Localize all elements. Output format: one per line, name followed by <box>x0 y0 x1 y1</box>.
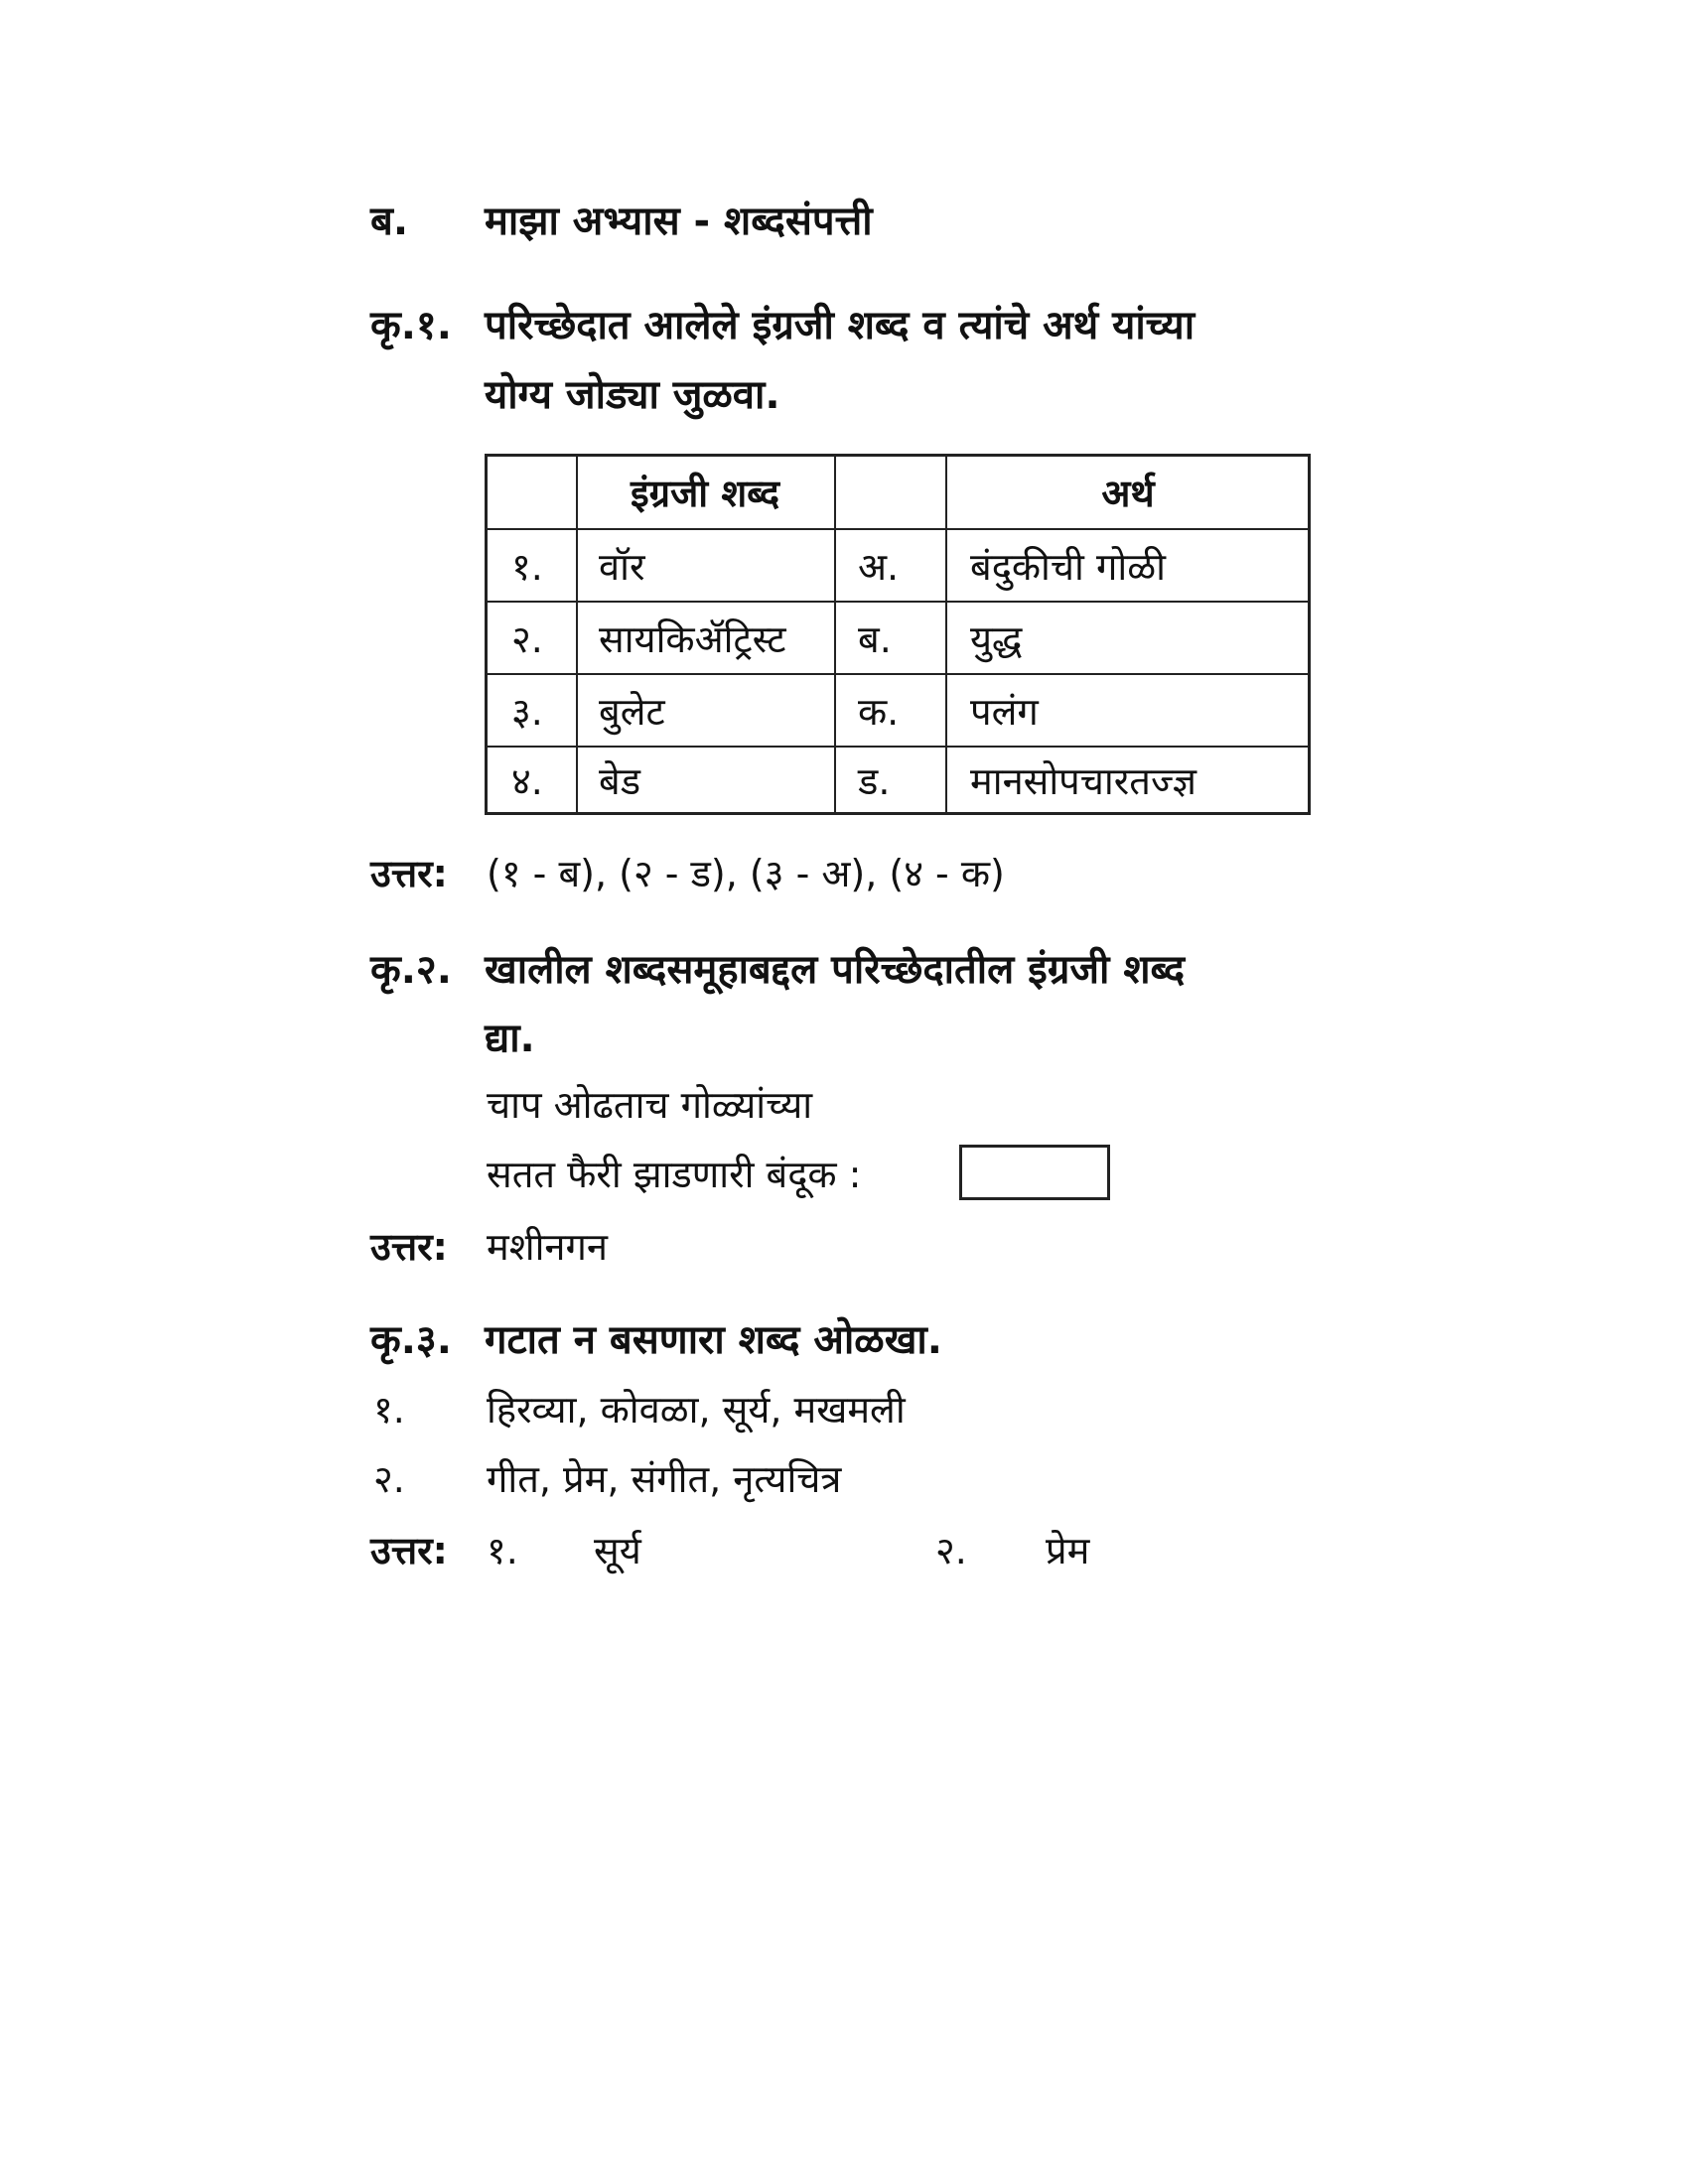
q2-answer: मशीनगन <box>487 1225 608 1269</box>
section-marker: ब. <box>370 199 409 244</box>
q3-instruction: गटात न बसणारा शब्द ओळखा. <box>485 1317 942 1363</box>
q1-number: कृ.१. <box>370 303 452 348</box>
row-number: १. <box>511 544 543 589</box>
q2-instruction-line2: द्या. <box>485 1016 535 1061</box>
q2-prompt-line2: सतत फैरी झाडणारी बंदूक : <box>487 1153 862 1196</box>
english-word: बेड <box>599 758 641 803</box>
q3-answer-text: सूर्य <box>594 1529 641 1572</box>
table-header-row <box>488 457 1308 528</box>
option-letter: ड. <box>858 758 891 803</box>
q3-item-number: २. <box>373 1457 405 1501</box>
english-word: सायकिॲट्रिस्ट <box>599 616 786 661</box>
option-letter: अ. <box>858 544 900 589</box>
q3-item-text: हिरव्या, कोवळा, सूर्य, मखमली <box>487 1388 906 1432</box>
table-header-cell <box>488 457 576 528</box>
q2-prompt-line1: चाप ओढताच गोळ्यांच्या <box>487 1083 813 1127</box>
english-word: वॉर <box>599 544 645 589</box>
q2-instruction-line1: खालील शब्दसमूहाबद्दल परिच्छेदातील इंग्रजी शब्द <box>485 947 1186 993</box>
matching-table <box>485 454 1311 815</box>
english-word: बुलेट <box>599 689 665 734</box>
answer-box <box>959 1145 1110 1200</box>
table-header-meaning: अर्थ <box>1101 472 1155 515</box>
meaning: मानसोपचारतज्ज्ञ <box>970 758 1197 803</box>
option-letter: क. <box>858 689 900 734</box>
section-title: माझा अभ्यास - शब्दसंपत्ती <box>485 199 873 244</box>
q3-answer-text: प्रेम <box>1046 1529 1090 1572</box>
row-number: २. <box>511 616 543 661</box>
q1-answer: (१ - ब), (२ - ड), (३ - अ), (४ - क) <box>487 852 1005 895</box>
q3-item-text: गीत, प्रेम, संगीत, नृत्यचित्र <box>487 1457 842 1501</box>
table-row <box>488 746 1308 812</box>
q1-answer-label: उत्तर: <box>370 852 448 895</box>
table-header-english-word: इंग्रजी शब्द <box>630 472 780 515</box>
meaning: युद्ध <box>970 616 1023 661</box>
table-row <box>488 528 1308 601</box>
meaning: पलंग <box>970 689 1039 734</box>
meaning: बंदुकीची गोळी <box>970 544 1166 589</box>
q3-answer-number: १. <box>487 1529 518 1572</box>
row-number: ३. <box>511 689 543 734</box>
q1-instruction-line1: परिच्छेदात आलेले इंग्रजी शब्द व त्यांचे अर्थ यांच्या <box>485 303 1196 348</box>
q2-answer-label: उत्तर: <box>370 1225 448 1269</box>
table-row <box>488 601 1308 673</box>
q3-item-number: १. <box>373 1388 405 1432</box>
row-number: ४. <box>511 758 543 803</box>
q3-number: कृ.३. <box>370 1317 452 1363</box>
q2-number: कृ.२. <box>370 947 452 993</box>
q1-instruction-line2: योग्य जोड्या जुळवा. <box>485 372 780 418</box>
option-letter: ब. <box>858 616 892 661</box>
table-row <box>488 673 1308 746</box>
q3-answer-label: उत्तर: <box>370 1529 448 1572</box>
q3-answer-number: २. <box>935 1529 967 1572</box>
table-header-cell <box>834 457 945 528</box>
